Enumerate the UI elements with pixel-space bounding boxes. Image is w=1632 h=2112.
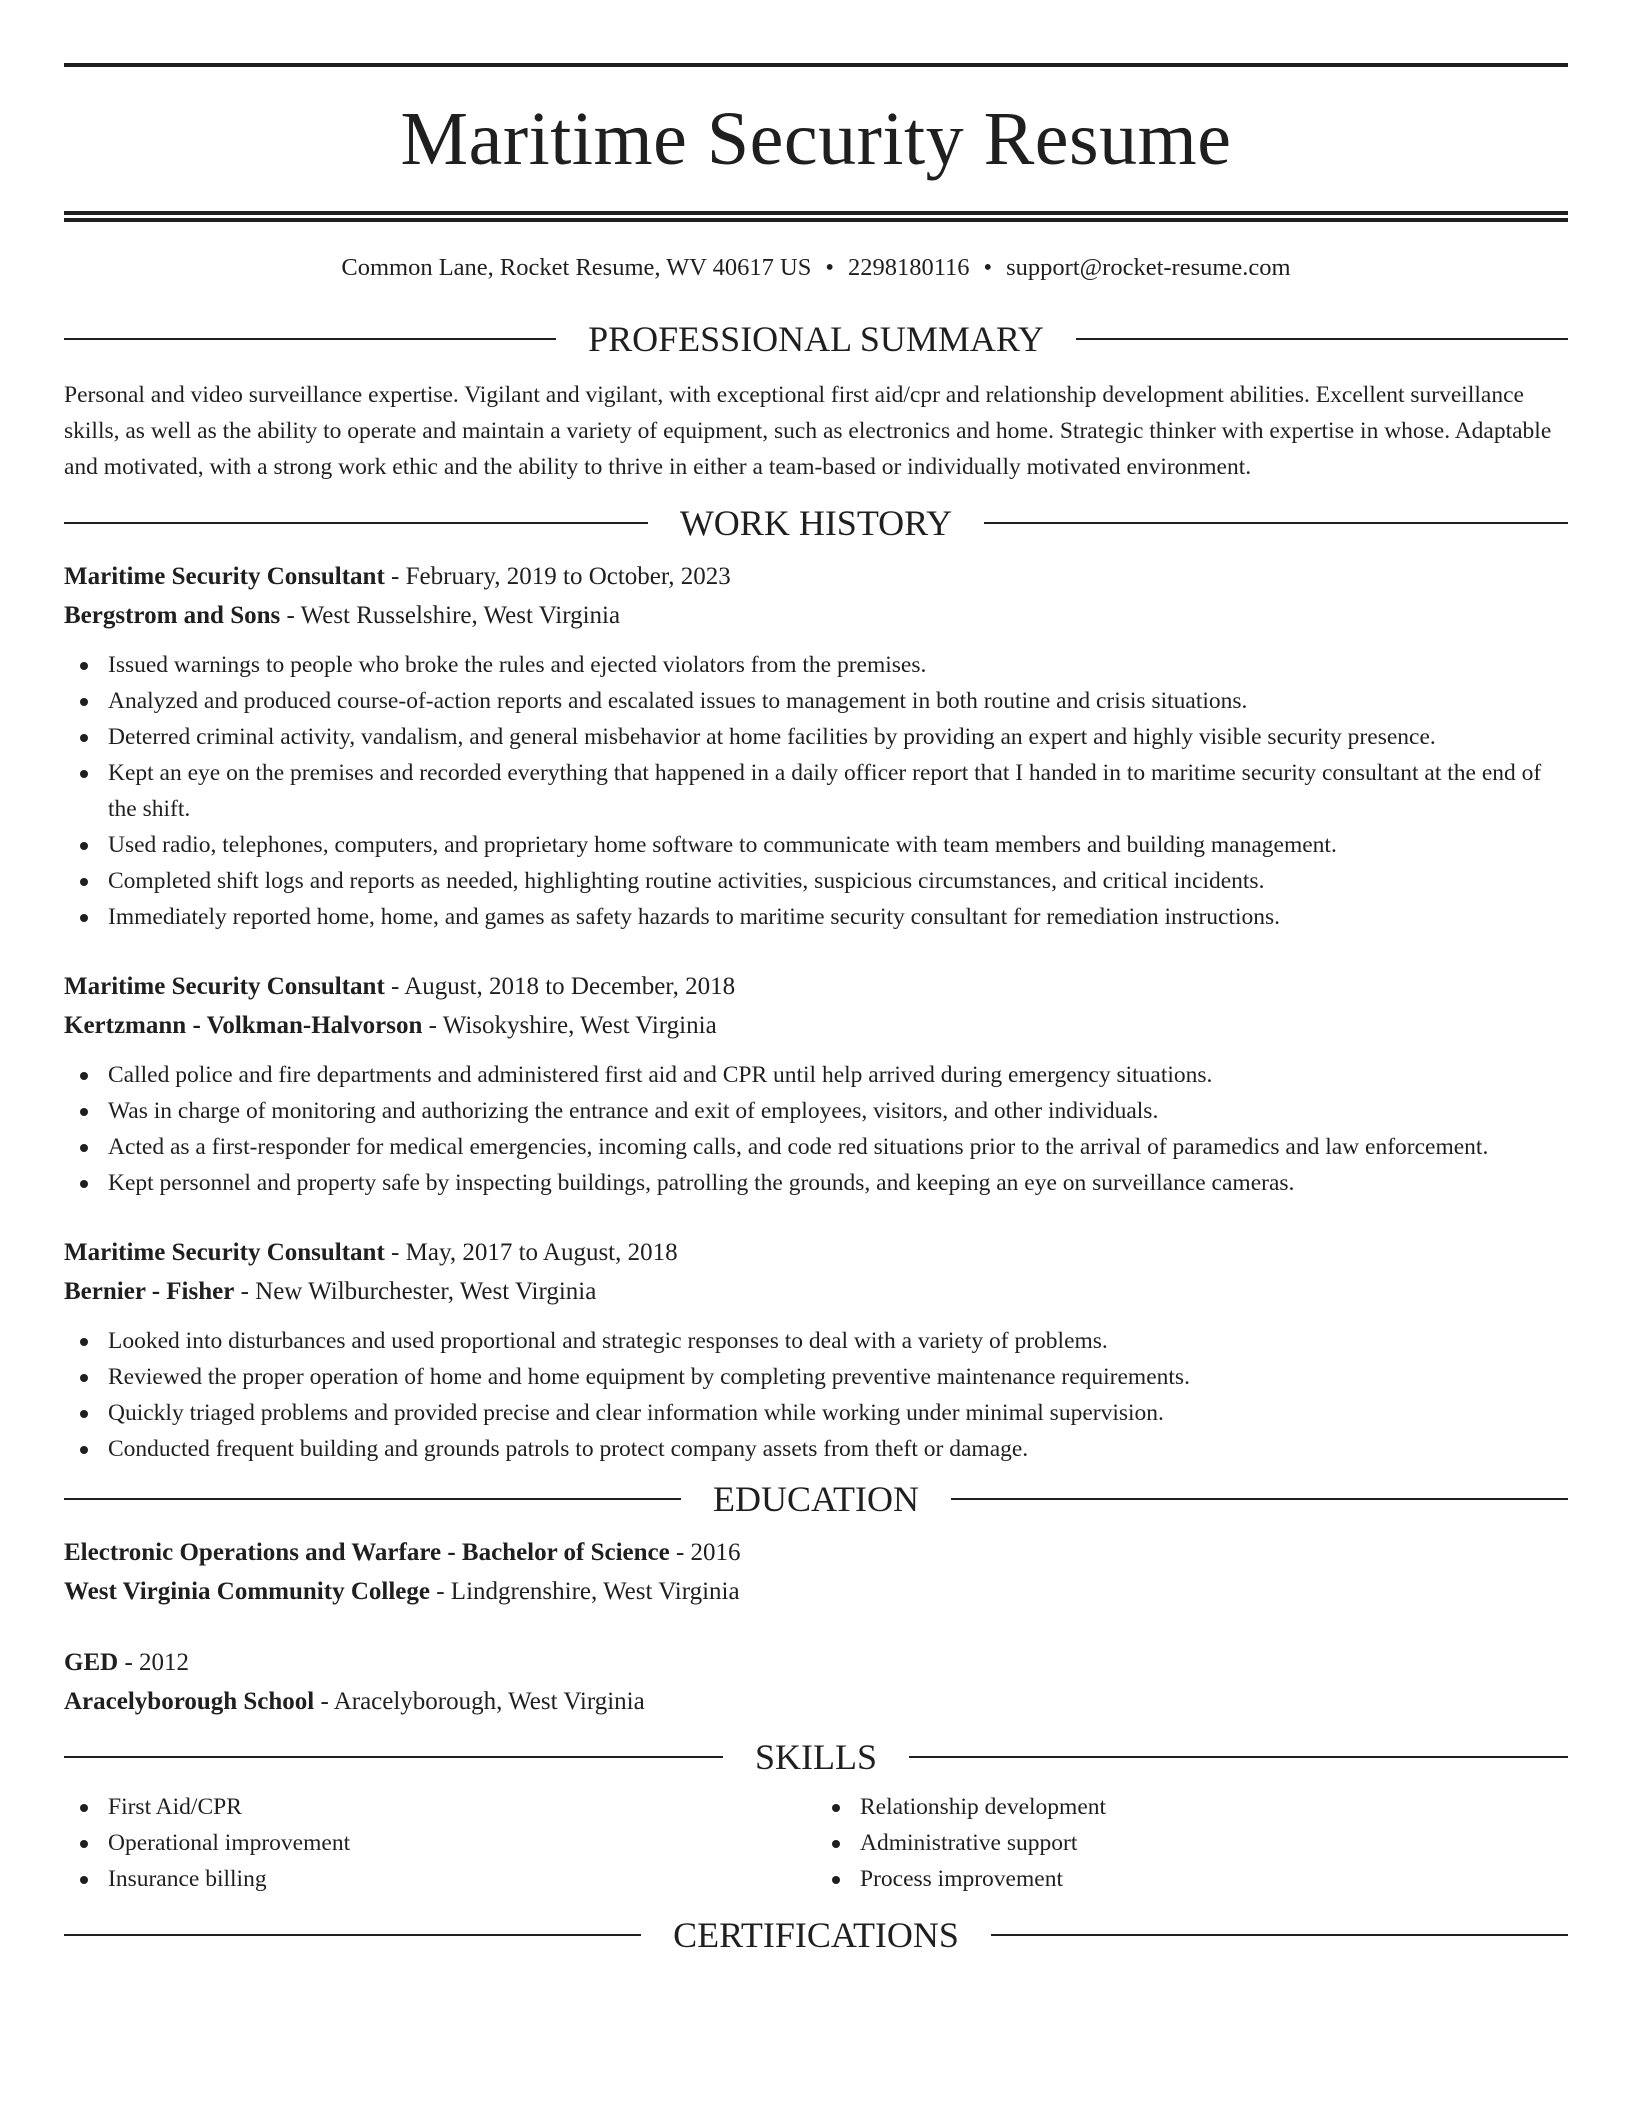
list-item: Deterred criminal activity, vandalism, and general misbehavior at home facilities by providing an expert and highly visible security presence. [64,719,1568,755]
list-item: Kept personnel and property safe by inspecting buildings, patrolling the grounds, and keeping an eye on surveillance cameras. [64,1165,1568,1201]
job-dates: - August, 2018 to December, 2018 [384,973,736,1000]
section-header-certifications [64,1917,1568,1953]
section-divider [64,1934,641,1936]
education-year: - 2016 [669,1539,741,1566]
job-title-line [64,557,1568,596]
job-dates: - February, 2019 to October, 2023 [384,563,731,590]
section-divider [951,1498,1568,1500]
list-item: Was in charge of monitoring and authorizing the entrance and exit of employees, visitors, and other individuals. [64,1093,1568,1129]
education-entry [64,1643,1568,1721]
education-degree-line [64,1643,1568,1682]
resume-page [64,0,1568,1953]
job-company: Kertzmann - Volkman-Halvorson [64,1012,423,1039]
education-location: - Aracelyborough, West Virginia [314,1688,645,1715]
education-school: West Virginia Community College [64,1578,430,1605]
skill-item: Process improvement [816,1861,1568,1897]
job-dates: - May, 2017 to August, 2018 [384,1239,678,1266]
list-item: Reviewed the proper operation of home and home equipment by completing preventive maintenance requirements. [64,1359,1568,1395]
list-item: Issued warnings to people who broke the rules and ejected violators from the premises. [64,647,1568,683]
education-degree: Electronic Operations and Warfare - Bachelor of Science [64,1539,670,1566]
education-school-line [64,1572,1568,1611]
job-company: Bernier - Fisher [64,1278,235,1305]
list-item: Used radio, telephones, computers, and proprietary home software to communicate with team members and building management. [64,827,1568,863]
section-header-education [64,1481,1568,1517]
job-company-line [64,1006,1568,1045]
skills-column-right [816,1789,1568,1897]
list-item: Kept an eye on the premises and recorded everything that happened in a daily officer report that I handed in to maritime security consultant at the end of the shift. [64,755,1568,827]
job-bullets [64,1323,1568,1467]
job-company-line [64,1272,1568,1311]
skill-item: First Aid/CPR [64,1789,816,1825]
section-title-education: EDUCATION [713,1479,919,1519]
list-item: Looked into disturbances and used proportional and strategic responses to deal with a variety of problems. [64,1323,1568,1359]
contact-email: support@rocket-resume.com [1006,254,1291,281]
job-title-line [64,1233,1568,1272]
job-location: - New Wilburchester, West Virginia [234,1278,597,1305]
list-item: Conducted frequent building and grounds patrols to protect company assets from theft or damage. [64,1431,1568,1467]
job-title: Maritime Security Consultant [64,563,385,590]
skills-list [64,1789,1568,1897]
section-divider [64,522,648,524]
section-title-certifications: CERTIFICATIONS [673,1915,959,1955]
skill-item: Relationship development [816,1789,1568,1825]
job-company-line [64,596,1568,635]
job-location: - Wisokyshire, West Virginia [422,1012,717,1039]
section-divider [1076,338,1568,340]
skills-column-left [64,1789,816,1897]
section-divider [64,1498,681,1500]
section-divider [64,1756,723,1758]
education-year: - 2012 [118,1649,190,1676]
education-entry [64,1533,1568,1611]
resume-title: Maritime Security Resume [400,97,1232,181]
job-title: Maritime Security Consultant [64,1239,385,1266]
list-item: Quickly triaged problems and provided precise and clear information while working under minimal supervision. [64,1395,1568,1431]
contact-separator: • [983,254,993,281]
job-entry [64,967,1568,1201]
section-header-summary [64,321,1568,357]
contact-phone: 2298180116 [847,254,970,281]
education-school: Aracelyborough School [64,1688,315,1715]
section-divider [64,338,556,340]
section-title-work: WORK HISTORY [679,503,953,543]
title-double-rule [64,211,1568,222]
contact-line [64,253,1568,283]
contact-separator: • [825,254,834,281]
section-divider [991,1934,1568,1936]
education-location: - Lindgrenshire, West Virginia [429,1578,740,1605]
section-divider [909,1756,1568,1758]
section-divider [984,522,1568,524]
top-rule [64,63,1568,67]
list-item: Acted as a first-responder for medical emergencies, incoming calls, and code red situations prior to the arrival of paramedics and law enforcement. [64,1129,1568,1165]
job-entry [64,557,1568,935]
job-bullets [64,1057,1568,1201]
list-item: Called police and fire departments and administered first aid and CPR until help arrived during emergency situations. [64,1057,1568,1093]
job-location: - West Russelshire, West Virginia [280,602,621,629]
summary-text: Personal and video surveillance expertise. Vigilant and vigilant, with exceptional first aid/cpr and relationship development abilities. Excellent surveillance skills, as well as the ability to operate and maintain a variety of equipment, such as electronics and home. Strategic thinker with expertise in whose. Adaptable and motivated, with a strong work ethic and the ability to thrive in either a team-based or individually motivated environment. [64,382,1552,480]
skill-item: Administrative support [816,1825,1568,1861]
job-entry [64,1233,1568,1467]
job-bullets [64,647,1568,935]
education-degree: GED [64,1649,119,1676]
job-title-line [64,967,1568,1006]
list-item: Immediately reported home, home, and games as safety hazards to maritime security consultant for remediation instructions. [64,899,1568,935]
section-header-skills [64,1739,1568,1775]
education-school-line [64,1682,1568,1721]
section-title-summary: PROFESSIONAL SUMMARY [588,319,1044,359]
skill-item: Insurance billing [64,1861,816,1897]
list-item: Completed shift logs and reports as needed, highlighting routine activities, suspicious circumstances, and critical incidents. [64,863,1568,899]
list-item: Analyzed and produced course-of-action reports and escalated issues to management in both routine and crisis situations. [64,683,1568,719]
section-title-skills: SKILLS [755,1737,878,1777]
section-header-work [64,505,1568,541]
contact-address: Common Lane, Rocket Resume, WV 40617 US [341,254,812,281]
education-degree-line [64,1533,1568,1572]
job-company: Bergstrom and Sons [64,602,281,629]
job-title: Maritime Security Consultant [64,973,385,1000]
skill-item: Operational improvement [64,1825,816,1861]
